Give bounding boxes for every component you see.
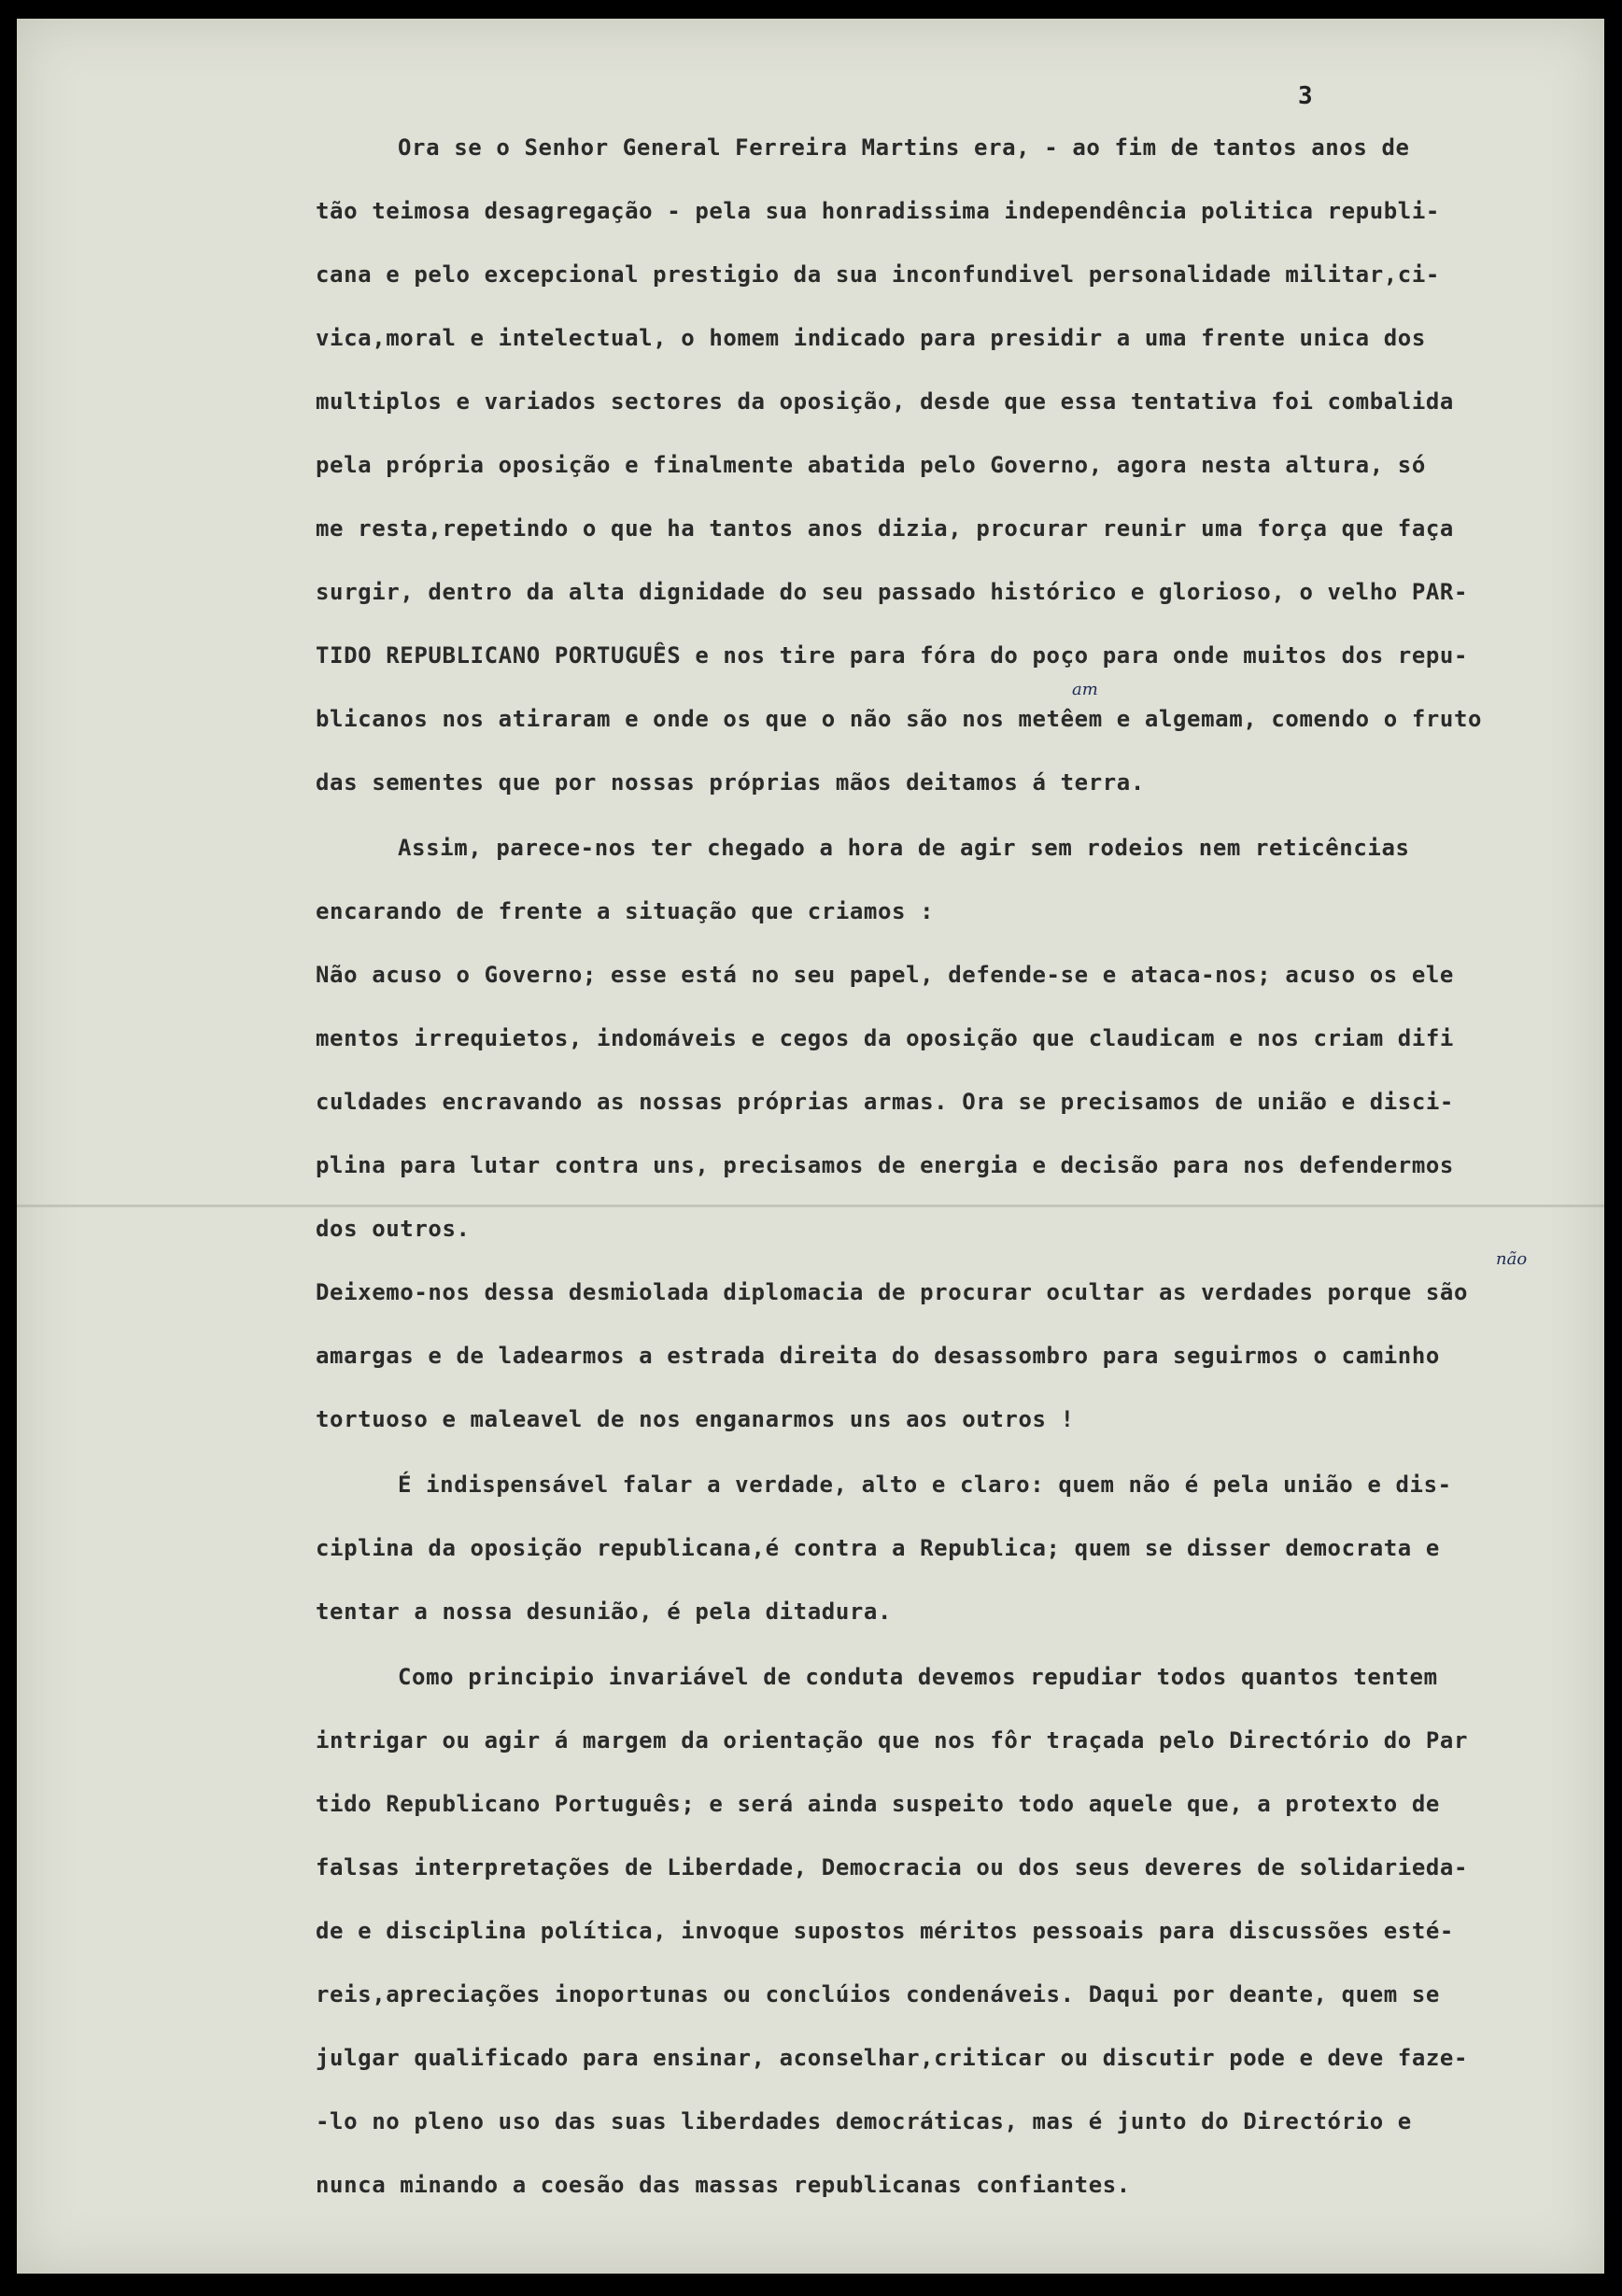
text-line: vica,moral e intelectual, o homem indicado para presidir a uma frente unica dos	[316, 325, 1426, 351]
text-line: me resta,repetindo o que ha tantos anos dizia, procurar reunir uma força que faça	[316, 515, 1454, 542]
text-line: amargas e de ladearmos a estrada direita do desassombro para seguirmos o caminho	[316, 1343, 1440, 1369]
text-line: reis,apreciações inoportunas ou conclúios condenáveis. Daqui por deante, quem se	[316, 1981, 1440, 2007]
text-line: mentos irrequietos, indomáveis e cegos da oposição que claudicam e nos criam difi	[316, 1025, 1454, 1051]
text-line: das sementes que por nossas próprias mãos deitamos á terra.	[316, 769, 1145, 796]
text-line: Ora se o Senhor General Ferreira Martins era, - ao fim de tantos anos de	[398, 134, 1410, 161]
document-page	[17, 19, 1604, 2274]
text-line: tido Republicano Português; e será ainda suspeito todo aquele que, a protexto de	[316, 1791, 1440, 1817]
handwritten-annotation-nao: não	[1496, 1249, 1528, 1269]
text-line: cana e pelo excepcional prestigio da sua inconfundivel personalidade militar,ci-	[316, 261, 1440, 288]
text-line: de e disciplina política, invoque supostos méritos pessoais para discussões esté-	[316, 1918, 1454, 1944]
text-line: blicanos nos atiraram e onde os que o não são nos metêem e algemam, comendo o fruto	[316, 706, 1483, 732]
text-line: tentar a nossa desunião, é pela ditadura.	[316, 1599, 893, 1625]
text-line: dos outros.	[316, 1216, 471, 1242]
text-line: -lo no pleno uso das suas liberdades democráticas, mas é junto do Directório e	[316, 2108, 1412, 2134]
paper-fold	[17, 1204, 1604, 1207]
text-line: ciplina da oposição republicana,é contra a Republica; quem se disser democrata e	[316, 1535, 1440, 1561]
text-line: falsas interpretações de Liberdade, Democracia ou dos seus deveres de solidarieda-	[316, 1854, 1469, 1880]
text-line: É indispensável falar a verdade, alto e claro: quem não é pela união e dis-	[398, 1472, 1452, 1498]
text-line: surgir, dentro da alta dignidade do seu passado histórico e glorioso, o velho PAR-	[316, 579, 1469, 605]
text-line: Como principio invariável de conduta devemos repudiar todos quantos tentem	[398, 1664, 1438, 1690]
text-line: nunca minando a coesão das massas republicanas confiantes.	[316, 2172, 1131, 2198]
text-line: Não acuso o Governo; esse está no seu papel, defende-se e ataca-nos; acuso os ele	[316, 962, 1454, 988]
text-line: encarando de frente a situação que criamos :	[316, 898, 935, 924]
text-line: julgar qualificado para ensinar, aconselhar,criticar ou discutir pode e deve faze-	[316, 2045, 1469, 2071]
text-line: Deixemo-nos dessa desmiolada diplomacia de procurar ocultar as verdades porque são	[316, 1279, 1469, 1305]
text-line: tortuoso e maleavel de nos enganarmos uns aos outros !	[316, 1406, 1075, 1432]
page-number: 3	[1298, 82, 1313, 110]
text-line: intrigar ou agir á margem da orientação que nos fôr traçada pelo Directório do Par	[316, 1727, 1469, 1754]
text-line: tão teimosa desagregação - pela sua honradissima independência politica republi-	[316, 198, 1440, 224]
text-line: Assim, parece-nos ter chegado a hora de agir sem rodeios nem reticências	[398, 835, 1410, 861]
text-line: culdades encravando as nossas próprias armas. Ora se precisamos de união e disci-	[316, 1089, 1454, 1115]
handwritten-annotation-am: am	[1072, 680, 1098, 699]
text-line: pela própria oposição e finalmente abatida pelo Governo, agora nesta altura, só	[316, 452, 1426, 478]
text-line: multiplos e variados sectores da oposição, desde que essa tentativa foi combalida	[316, 388, 1454, 415]
text-line: plina para lutar contra uns, precisamos de energia e decisão para nos defendermos	[316, 1152, 1454, 1178]
text-line: TIDO REPUBLICANO PORTUGUÊS e nos tire para fóra do poço para onde muitos dos repu-	[316, 642, 1469, 669]
